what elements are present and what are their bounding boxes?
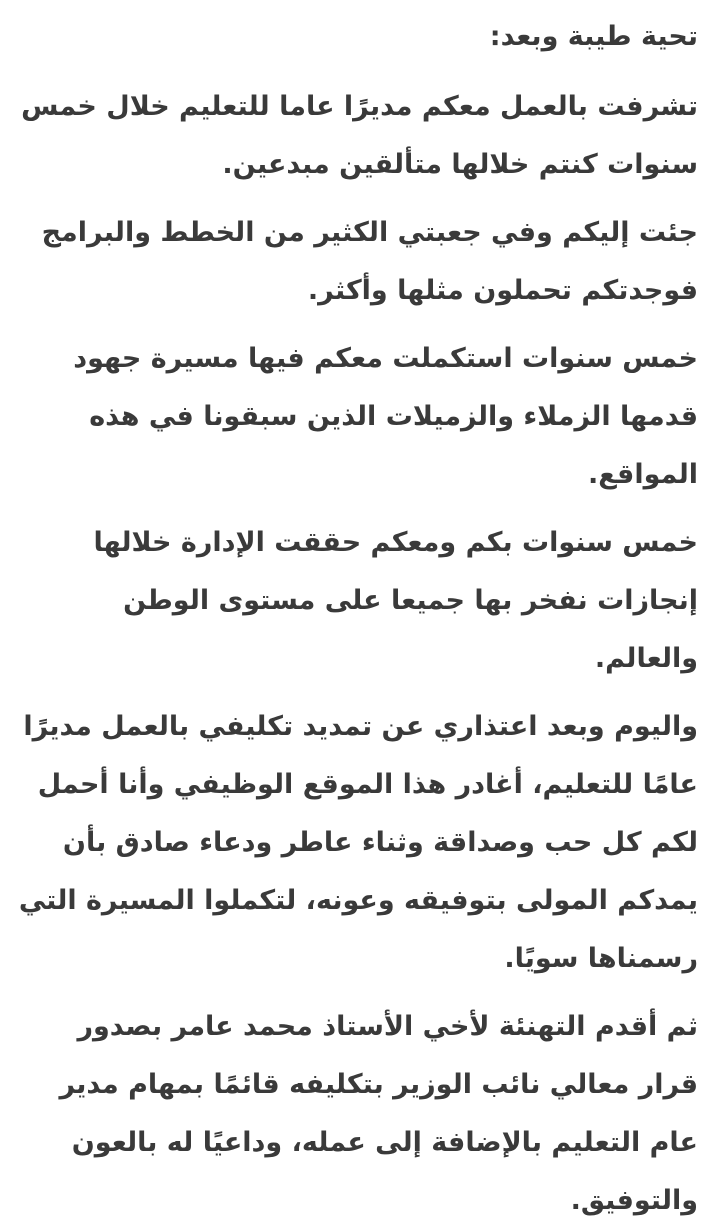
paragraph-1: تشرفت بالعمل معكم مديرًا عاما للتعليم خلال خمس سنوات كنتم خلالها متألقين مبدعين. <box>21 91 698 180</box>
paragraph-6: ثم أقدم التهنئة لأخي الأستاذ محمد عامر بصدور قرار معالي نائب الوزير بتكليفه قائمًا بمهام مدير عام التعليم بالإضافة إلى عمله، وداعيًا له بالعون والتوفيق. <box>59 1011 698 1216</box>
greeting-line: تحية طيبة وبعد: <box>489 21 698 52</box>
paragraph-5: واليوم وبعد اعتذاري عن تمديد تكليفي بالعمل مديرًا عامًا للتعليم، أغادر هذا الموقع الوظيفي وأنا أحمل لكم كل حب وصداقة وثناء عاطر ودعاء صادق بأن يمدكم المولى بتوفيقه وعونه، لتكملوا المسيرة التي رسمناها سويًا. <box>18 711 698 974</box>
paragraph-3: خمس سنوات استكملت معكم فيها مسيرة جهود قدمها الزملاء والزميلات الذين سبقونا في هذه المواقع. <box>73 343 698 490</box>
paragraph-2: جئت إليكم وفي جعبتي الكثير من الخطط والبرامج فوجدتكم تحملون مثلها وأكثر. <box>41 217 698 306</box>
paragraph-4: خمس سنوات بكم ومعكم حققت الإدارة خلالها إنجازات نفخر بها جميعا على مستوى الوطن والعالم. <box>93 527 698 674</box>
